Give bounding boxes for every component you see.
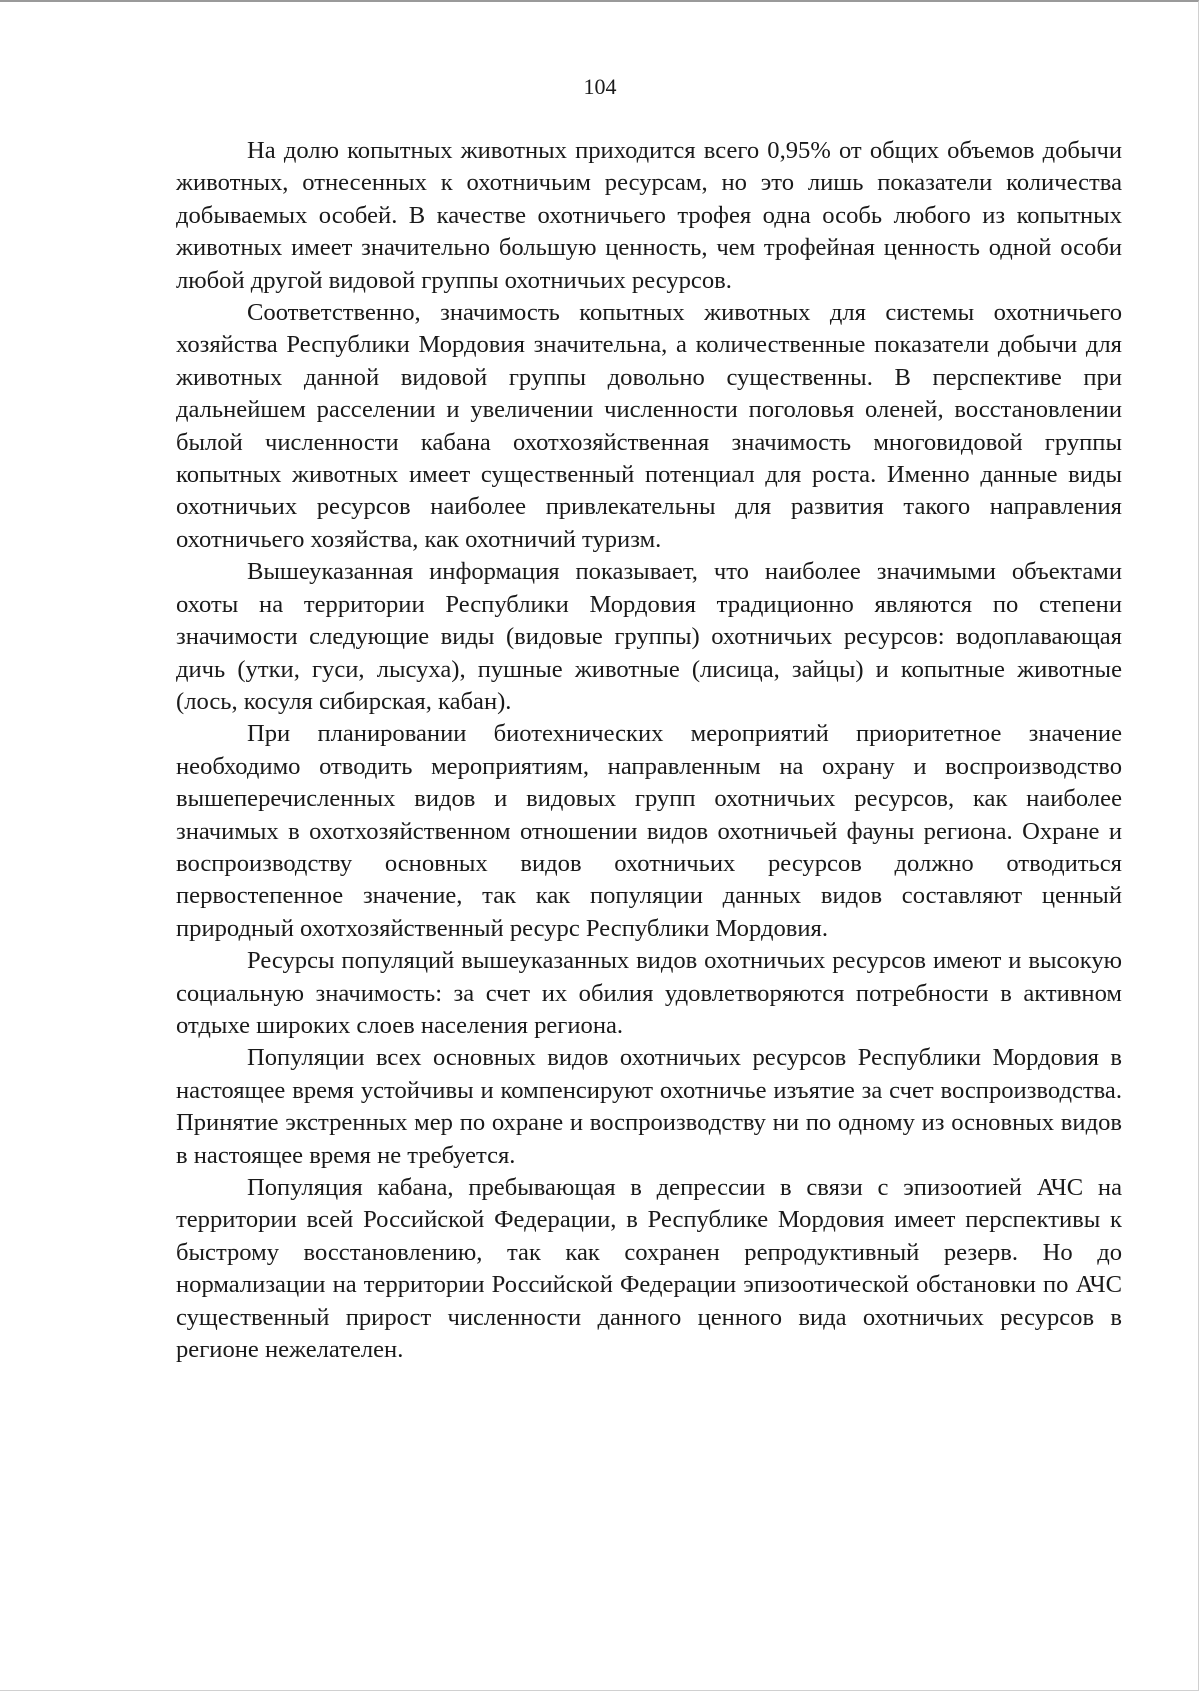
paragraph-biotechnical-measures: При планировании биотехнических мероприятий приоритетное значение необходимо отводить мероприятиям, направленным на охрану и воспроизводство вышеперечисленных видов и видовых групп охотничьих ресурсов, как наиболее значимых в охотхозяйственном отношении видов охотничьей фауны региона. Охране и воспроизводству основных видов охотничьих ресурсов должно отводиться первостепенное значение, так как популяции данных видов составляют ценный природный охотхозяйственный ресурс Республики Мордовия. [176,720,1122,942]
paragraph-ungulates-share: На долю копытных животных приходится всего 0,95% от общих объемов добычи животных, отнесенных к охотничьим ресурсам, но это лишь показатели количества добываемых особей. В качестве охотничьего трофея одна особь любого из копытных животных имеет значительно большую ценность, чем трофейная ценность одной особи любой другой видовой группы охотничьих ресурсов. [176,137,1122,294]
paragraph-social-significance: Ресурсы популяций вышеуказанных видов охотничьих ресурсов имеют и высокую социальную значимость: за счет их обилия удовлетворяются потребности в активном отдыхе широких слоев населения региона. [176,947,1122,1039]
paragraph-ungulates-significance: Соответственно, значимость копытных животных для системы охотничьего хозяйства Республики Мордовия значительна, а количественные показатели добычи для животных данной видовой группы довольно существенны. В перспективе при дальнейшем расселении и увеличении численности поголовья оленей, восстановлении былой численности кабана охотхозяйственная значимость многовидовой группы копытных животных имеет существенный потенциал для роста. Именно данные виды охотничьих ресурсов наиболее привлекательны для развития такого направления охотничьего хозяйства, как охотничий туризм. [176,299,1122,553]
page-number: 104 [583,74,617,99]
paragraph-main-hunting-objects: Вышеуказанная информация показывает, что наиболее значимыми объектами охоты на территории Республики Мордовия традиционно являются по степени значимости следующие виды (видовые группы) охотничьих ресурсов: водоплавающая дичь (утки, гуси, лысуха), пушные животные (лисица, зайцы) и копытные животные (лось, косуля сибирская, кабан). [176,558,1122,715]
paragraph-wild-boar-population: Популяция кабана, пребывающая в депрессии в связи с эпизоотией АЧС на территории всей Российской Федерации, в Республике Мордовия имеет перспективы к быстрому восстановлению, так как сохранен репродуктивный резерв. Но до нормализации на территории Российской Федерации эпизоотической обстановки по АЧС существенный прирост численности данного ценного вида охотничьих ресурсов в регионе нежелателен. [176,1174,1122,1364]
paragraph-population-stability: Популяции всех основных видов охотничьих ресурсов Республики Мордовия в настоящее время устойчивы и компенсируют охотничье изъятие за счет воспроизводства. Принятие экстренных мер по охране и воспроизводству ни по одному из основных видов в настоящее время не требуется. [176,1044,1122,1169]
document-body [176,135,1122,1366]
